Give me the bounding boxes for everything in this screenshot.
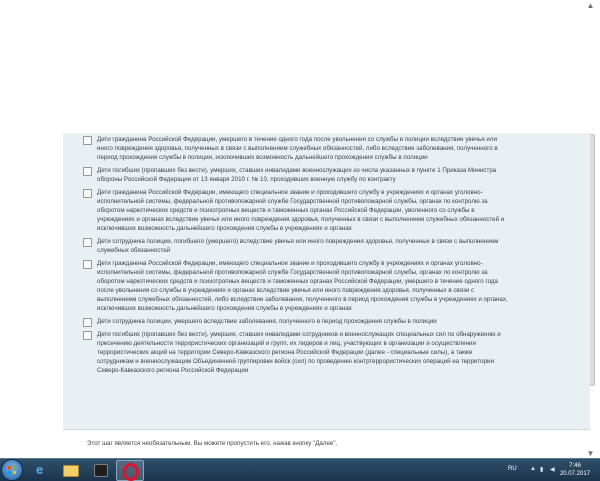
benefit-option[interactable] [83,330,509,375]
clock-date: 20.07.2017 [559,471,590,477]
taskbar-media-player[interactable] [88,460,112,479]
start-button[interactable] [2,460,22,480]
form-panel [63,133,590,430]
internet-explorer-icon: e [36,462,44,477]
option-label: Дети погибших (пропавших без вести), умерших, ставших инвалидами военнослужащих из числа указанных в пункте 1 Приказа Министра обороны Российской Федерации от 13 января 2010 г. № 10, проходивших военную службу по контракту [97,167,497,183]
scroll-down-arrow-icon[interactable]: ▼ [586,449,595,458]
taskbar-internet-explorer[interactable] [30,460,54,479]
option-label: Дети сотрудника полиции, умершего вследствие заболевания, полученного в период прохождения службы в полиции [97,318,437,325]
option-checkbox[interactable] [83,238,92,247]
opera-icon [123,463,139,481]
option-checkbox[interactable] [83,260,92,269]
option-label: Дети гражданина Российской Федерации, имеющего специальное звание и проходившего службу в учреждениях и органах уголовно-исполнительной системы, федеральной противопожарной службе Государственной противопожарной службы, органах по контролю за оборотом наркотических средств и психотропных веществ и таможенных органах Российской Федерации, уволенного со службы в учреждениях и органах вследствие увечья или иного повреждения здоровья, полученных в связи с выполнением служебных обязанностей и исключивших возможность дальнейшего прохождения службы в учреждениях и органах [97,189,505,232]
taskbar-file-explorer[interactable] [58,460,82,479]
option-checkbox[interactable] [83,331,92,340]
option-label: Дети гражданина Российской Федерации, умершего в течение одного года после увольнения со службы в полиции вследствие увечья или иного повреждения здоровья, полученных в связи с выполнением служебных обязанностей, либо вследствие заболевания, полученного в период прохождения службы в полиции, исключивших возможность дальнейшего прохождения службы в полиции [97,136,498,161]
language-indicator[interactable]: RU [508,466,517,472]
benefit-option[interactable] [83,135,509,162]
benefit-option[interactable] [83,166,509,184]
option-checkbox[interactable] [83,136,92,145]
taskbar-opera[interactable] [116,460,144,481]
benefit-option[interactable] [83,188,509,233]
folder-icon [63,465,79,477]
benefit-option[interactable] [83,259,509,313]
benefit-category-list [83,135,509,379]
benefit-option[interactable] [83,237,509,255]
option-label: Дети погибших (пропавших без вести), умерших, ставших инвалидами сотрудников и военнослужащих специальных сил по обнаружению и пресечению деятельности террористических организаций и групп, их лидеров и лиц, участвующих в организации и осуществлении террористических акций на территории Северо-Кавказского региона Российской Федерации (далее - специальные силы), а также сотрудникам и военнослужащим Объединенной группировки войск (сил) по проведению контртеррористических операций на территории Северо-Кавказского региона Российской Федерации [97,331,501,374]
system-tray [504,459,596,481]
volume-icon[interactable]: ◀ [550,467,555,473]
option-checkbox[interactable] [83,318,92,327]
clock[interactable] [560,462,590,478]
media-player-icon [94,464,108,477]
optional-step-note: Этот шаг является необязательным. Вы можете пропустить его, нажав кнопку "Далее". [87,440,338,447]
taskbar [0,458,600,481]
option-label: Дети гражданина Российской Федерации, имеющего специальное звание и проходившего службу в учреждениях и органах уголовно-исполнительной системы, федеральной противопожарной службе Государственной противопожарной службы, органах по контролю за оборотом наркотических средств и психотропных веществ и таможенных органах Российской Федерации, умершего в течение одного года после увольнения со службы в учреждениях и органах вследствие увечья или иного повреждения здоровья, полученных в связи с выполнением служебных обязанностей, либо вследствие заболевания, полученного в период прохождения службы в учреждениях и органах, исключивших возможность дальнейшего прохождения службы в учреждениях и органах [97,260,508,312]
scroll-up-arrow-icon[interactable]: ▲ [586,1,595,10]
benefit-option[interactable] [83,317,509,326]
form-panel-inner [75,133,578,430]
network-icon[interactable]: ▮ [540,467,544,473]
option-label: Дети сотрудника полиции, погибшего (умершего) вследствие увечья или иного повреждения здоровья, полученных в связи с выполнением служебных обязанностей [97,238,499,254]
clock-time: 7:46 [569,463,581,469]
show-hidden-icons-icon[interactable]: ▲ [530,466,536,472]
windows-logo-icon [8,466,16,474]
panel-divider [63,429,590,430]
option-checkbox[interactable] [83,167,92,176]
option-checkbox[interactable] [83,189,92,198]
